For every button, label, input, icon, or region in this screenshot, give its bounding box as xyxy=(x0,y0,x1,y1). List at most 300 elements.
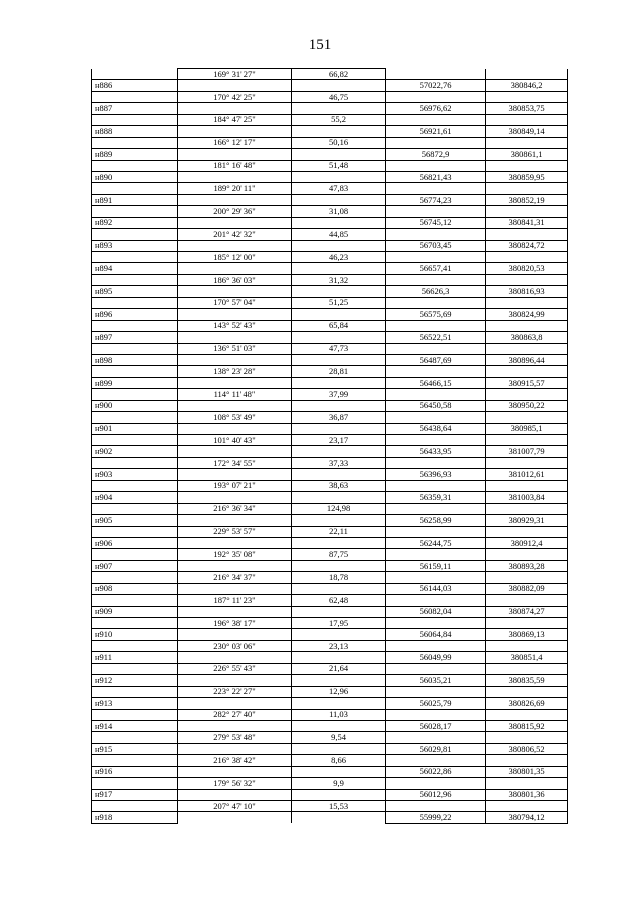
y-coordinate-cell xyxy=(486,206,568,217)
distance-cell: 23,17 xyxy=(292,435,386,446)
y-coordinate-cell xyxy=(486,457,568,468)
x-coordinate-cell: 56159,11 xyxy=(386,560,486,571)
x-coordinate-cell xyxy=(386,389,486,400)
y-coordinate-cell: 380851,4 xyxy=(486,652,568,663)
y-coordinate-cell: 380893,28 xyxy=(486,560,568,571)
y-coordinate-cell xyxy=(486,801,568,812)
segment-row xyxy=(92,778,568,789)
y-coordinate-cell: 380816,93 xyxy=(486,286,568,297)
y-coordinate-cell xyxy=(486,69,568,80)
distance-cell: 50,16 xyxy=(292,137,386,148)
direction-angle-cell xyxy=(178,766,292,777)
y-coordinate-cell xyxy=(486,778,568,789)
distance-cell xyxy=(292,652,386,663)
direction-angle-cell xyxy=(178,583,292,594)
x-coordinate-cell: 56774,23 xyxy=(386,194,486,205)
point-name-cell: н897 xyxy=(92,332,178,343)
y-coordinate-cell xyxy=(486,366,568,377)
segment-row xyxy=(92,91,568,102)
direction-angle-cell xyxy=(178,515,292,526)
direction-angle-cell xyxy=(178,537,292,548)
point-row xyxy=(92,309,568,320)
x-coordinate-cell xyxy=(386,801,486,812)
point-row xyxy=(92,240,568,251)
point-row xyxy=(92,400,568,411)
direction-angle-cell xyxy=(178,606,292,617)
direction-angle-cell xyxy=(178,423,292,434)
x-coordinate-cell xyxy=(386,91,486,102)
y-coordinate-cell xyxy=(486,160,568,171)
y-coordinate-cell xyxy=(486,252,568,263)
x-coordinate-cell: 56626,3 xyxy=(386,286,486,297)
y-coordinate-cell xyxy=(486,549,568,560)
segment-row xyxy=(92,663,568,674)
x-coordinate-cell xyxy=(386,206,486,217)
x-coordinate-cell: 56821,43 xyxy=(386,171,486,182)
segment-row xyxy=(92,69,568,80)
point-name-cell xyxy=(92,114,178,125)
distance-cell xyxy=(292,80,386,91)
x-coordinate-cell: 56029,81 xyxy=(386,743,486,754)
direction-angle-cell: 229° 53' 57" xyxy=(178,526,292,537)
segment-row xyxy=(92,618,568,629)
y-coordinate-cell xyxy=(486,755,568,766)
y-coordinate-cell xyxy=(486,343,568,354)
y-coordinate-cell: 381007,79 xyxy=(486,446,568,457)
distance-cell: 37,99 xyxy=(292,389,386,400)
distance-cell: 47,83 xyxy=(292,183,386,194)
direction-angle-cell: 166° 12' 17" xyxy=(178,137,292,148)
x-coordinate-cell: 56028,17 xyxy=(386,720,486,731)
point-row xyxy=(92,789,568,800)
distance-cell: 37,33 xyxy=(292,457,386,468)
page-number: 151 xyxy=(308,37,332,53)
x-coordinate-cell: 56703,45 xyxy=(386,240,486,251)
point-row xyxy=(92,698,568,709)
point-name-cell: н907 xyxy=(92,560,178,571)
y-coordinate-cell xyxy=(486,595,568,606)
segment-row xyxy=(92,549,568,560)
point-name-cell xyxy=(92,709,178,720)
distance-cell: 11,03 xyxy=(292,709,386,720)
x-coordinate-cell: 56657,41 xyxy=(386,263,486,274)
segment-row xyxy=(92,435,568,446)
direction-angle-cell: 138° 23' 28" xyxy=(178,366,292,377)
point-row xyxy=(92,286,568,297)
x-coordinate-cell xyxy=(386,618,486,629)
x-coordinate-cell: 56522,51 xyxy=(386,332,486,343)
segment-row xyxy=(92,252,568,263)
x-coordinate-cell: 56049,99 xyxy=(386,652,486,663)
distance-cell xyxy=(292,629,386,640)
y-coordinate-cell: 380794,12 xyxy=(486,812,568,823)
direction-angle-cell: 192° 35' 08" xyxy=(178,549,292,560)
direction-angle-cell xyxy=(178,80,292,91)
direction-angle-cell xyxy=(178,149,292,160)
distance-cell: 15,53 xyxy=(292,801,386,812)
direction-angle-cell xyxy=(178,263,292,274)
distance-cell xyxy=(292,171,386,182)
x-coordinate-cell xyxy=(386,69,486,80)
point-name-cell xyxy=(92,663,178,674)
y-coordinate-cell: 380985,1 xyxy=(486,423,568,434)
point-row xyxy=(92,377,568,388)
point-name-cell: н914 xyxy=(92,720,178,731)
x-coordinate-cell xyxy=(386,457,486,468)
distance-cell xyxy=(292,446,386,457)
distance-cell xyxy=(292,332,386,343)
point-name-cell: н887 xyxy=(92,103,178,114)
y-coordinate-cell xyxy=(486,389,568,400)
x-coordinate-cell xyxy=(386,595,486,606)
point-row xyxy=(92,469,568,480)
point-row xyxy=(92,171,568,182)
direction-angle-cell: 114° 11' 48" xyxy=(178,389,292,400)
y-coordinate-cell xyxy=(486,435,568,446)
distance-cell xyxy=(292,560,386,571)
x-coordinate-cell: 56438,64 xyxy=(386,423,486,434)
direction-angle-cell xyxy=(178,332,292,343)
point-name-cell xyxy=(92,549,178,560)
direction-angle-cell xyxy=(178,240,292,251)
point-row xyxy=(92,126,568,137)
y-coordinate-cell: 380915,57 xyxy=(486,377,568,388)
point-name-cell xyxy=(92,480,178,491)
y-coordinate-cell: 380869,13 xyxy=(486,629,568,640)
y-coordinate-cell: 380846,2 xyxy=(486,80,568,91)
x-coordinate-cell: 56745,12 xyxy=(386,217,486,228)
x-coordinate-cell: 56359,31 xyxy=(386,492,486,503)
x-coordinate-cell: 55999,22 xyxy=(386,812,486,823)
y-coordinate-cell xyxy=(486,686,568,697)
y-coordinate-cell xyxy=(486,320,568,331)
point-row xyxy=(92,583,568,594)
point-name-cell xyxy=(92,137,178,148)
y-coordinate-cell: 381003,84 xyxy=(486,492,568,503)
x-coordinate-cell: 56575,69 xyxy=(386,309,486,320)
x-coordinate-cell xyxy=(386,320,486,331)
point-name-cell: н912 xyxy=(92,675,178,686)
distance-cell xyxy=(292,492,386,503)
direction-angle-cell: 187° 11' 23" xyxy=(178,595,292,606)
point-name-cell xyxy=(92,732,178,743)
y-coordinate-cell xyxy=(486,229,568,240)
point-name-cell: н918 xyxy=(92,812,178,823)
point-name-cell: н892 xyxy=(92,217,178,228)
distance-cell xyxy=(292,309,386,320)
point-name-cell: н906 xyxy=(92,537,178,548)
point-name-cell xyxy=(92,640,178,651)
y-coordinate-cell: 380824,72 xyxy=(486,240,568,251)
y-coordinate-cell: 380882,09 xyxy=(486,583,568,594)
direction-angle-cell xyxy=(178,309,292,320)
point-name-cell xyxy=(92,755,178,766)
distance-cell xyxy=(292,720,386,731)
y-coordinate-cell: 380815,92 xyxy=(486,720,568,731)
direction-angle-cell: 170° 57' 04" xyxy=(178,297,292,308)
y-coordinate-cell: 380801,36 xyxy=(486,789,568,800)
distance-cell xyxy=(292,743,386,754)
x-coordinate-cell xyxy=(386,526,486,537)
point-row xyxy=(92,675,568,686)
point-row xyxy=(92,217,568,228)
direction-angle-cell xyxy=(178,698,292,709)
y-coordinate-cell xyxy=(486,412,568,423)
distance-cell: 23,13 xyxy=(292,640,386,651)
direction-angle-cell: 172° 34' 55" xyxy=(178,457,292,468)
point-name-cell: н916 xyxy=(92,766,178,777)
point-row xyxy=(92,423,568,434)
point-row xyxy=(92,194,568,205)
point-name-cell: н895 xyxy=(92,286,178,297)
direction-angle-cell: 201° 42' 32" xyxy=(178,229,292,240)
direction-angle-cell: 207° 47' 10" xyxy=(178,801,292,812)
direction-angle-cell: 279° 53' 48" xyxy=(178,732,292,743)
point-name-cell xyxy=(92,435,178,446)
segment-row xyxy=(92,595,568,606)
segment-row xyxy=(92,366,568,377)
x-coordinate-cell: 56035,21 xyxy=(386,675,486,686)
segment-row xyxy=(92,412,568,423)
distance-cell: 87,75 xyxy=(292,549,386,560)
distance-cell: 9,9 xyxy=(292,778,386,789)
y-coordinate-cell: 380820,53 xyxy=(486,263,568,274)
direction-angle-cell: 101° 40' 43" xyxy=(178,435,292,446)
point-name-cell xyxy=(92,160,178,171)
segment-row xyxy=(92,526,568,537)
point-name-cell xyxy=(92,572,178,583)
y-coordinate-cell xyxy=(486,183,568,194)
distance-cell xyxy=(292,149,386,160)
x-coordinate-cell xyxy=(386,755,486,766)
direction-angle-cell: 282° 27' 40" xyxy=(178,709,292,720)
point-name-cell xyxy=(92,778,178,789)
x-coordinate-cell xyxy=(386,183,486,194)
direction-angle-cell xyxy=(178,194,292,205)
y-coordinate-cell xyxy=(486,618,568,629)
direction-angle-cell: 170° 42' 25" xyxy=(178,91,292,102)
distance-cell: 8,66 xyxy=(292,755,386,766)
y-coordinate-cell xyxy=(486,114,568,125)
point-row xyxy=(92,332,568,343)
y-coordinate-cell xyxy=(486,91,568,102)
distance-cell xyxy=(292,217,386,228)
x-coordinate-cell: 56872,9 xyxy=(386,149,486,160)
direction-angle-cell: 108° 53' 49" xyxy=(178,412,292,423)
y-coordinate-cell: 380806,52 xyxy=(486,743,568,754)
direction-angle-cell xyxy=(178,126,292,137)
point-name-cell xyxy=(92,618,178,629)
direction-angle-cell: 193° 07' 21" xyxy=(178,480,292,491)
direction-angle-cell: 186° 36' 03" xyxy=(178,274,292,285)
x-coordinate-cell: 56921,61 xyxy=(386,126,486,137)
x-coordinate-cell xyxy=(386,137,486,148)
x-coordinate-cell: 56450,58 xyxy=(386,400,486,411)
direction-angle-cell: 184° 47' 25" xyxy=(178,114,292,125)
y-coordinate-cell xyxy=(486,526,568,537)
direction-angle-cell xyxy=(178,629,292,640)
segment-row xyxy=(92,755,568,766)
point-row xyxy=(92,492,568,503)
point-name-cell xyxy=(92,297,178,308)
x-coordinate-cell: 56082,04 xyxy=(386,606,486,617)
y-coordinate-cell: 380841,31 xyxy=(486,217,568,228)
distance-cell: 28,81 xyxy=(292,366,386,377)
x-coordinate-cell xyxy=(386,503,486,514)
distance-cell: 38,63 xyxy=(292,480,386,491)
y-coordinate-cell: 380896,44 xyxy=(486,354,568,365)
point-name-cell xyxy=(92,252,178,263)
point-name-cell xyxy=(92,206,178,217)
point-name-cell: н900 xyxy=(92,400,178,411)
distance-cell xyxy=(292,240,386,251)
direction-angle-cell: 136° 51' 03" xyxy=(178,343,292,354)
point-name-cell: н898 xyxy=(92,354,178,365)
direction-angle-cell: 223° 22' 27" xyxy=(178,686,292,697)
distance-cell: 21,64 xyxy=(292,663,386,674)
point-name-cell xyxy=(92,69,178,80)
point-name-cell: н917 xyxy=(92,789,178,800)
point-row xyxy=(92,446,568,457)
y-coordinate-cell xyxy=(486,480,568,491)
x-coordinate-cell: 56433,95 xyxy=(386,446,486,457)
distance-cell xyxy=(292,103,386,114)
x-coordinate-cell xyxy=(386,572,486,583)
point-name-cell: н889 xyxy=(92,149,178,160)
y-coordinate-cell: 380861,1 xyxy=(486,149,568,160)
point-name-cell xyxy=(92,412,178,423)
distance-cell xyxy=(292,263,386,274)
distance-cell: 36,87 xyxy=(292,412,386,423)
point-name-cell: н888 xyxy=(92,126,178,137)
table-body xyxy=(92,69,568,824)
point-name-cell xyxy=(92,343,178,354)
distance-cell: 65,84 xyxy=(292,320,386,331)
distance-cell: 12,96 xyxy=(292,686,386,697)
point-row xyxy=(92,629,568,640)
segment-row xyxy=(92,274,568,285)
direction-angle-cell xyxy=(178,103,292,114)
point-row xyxy=(92,103,568,114)
distance-cell: 51,48 xyxy=(292,160,386,171)
distance-cell xyxy=(292,789,386,800)
y-coordinate-cell xyxy=(486,709,568,720)
segment-row xyxy=(92,801,568,812)
direction-angle-cell xyxy=(178,812,292,823)
segment-row xyxy=(92,229,568,240)
x-coordinate-cell: 56144,03 xyxy=(386,583,486,594)
x-coordinate-cell xyxy=(386,480,486,491)
direction-angle-cell xyxy=(178,743,292,754)
point-row xyxy=(92,652,568,663)
x-coordinate-cell xyxy=(386,412,486,423)
point-name-cell xyxy=(92,457,178,468)
x-coordinate-cell: 56466,15 xyxy=(386,377,486,388)
distance-cell xyxy=(292,812,386,823)
direction-angle-cell: 196° 38' 17" xyxy=(178,618,292,629)
point-name-cell xyxy=(92,229,178,240)
x-coordinate-cell: 56025,79 xyxy=(386,698,486,709)
y-coordinate-cell xyxy=(486,732,568,743)
point-name-cell: н902 xyxy=(92,446,178,457)
distance-cell xyxy=(292,537,386,548)
segment-row xyxy=(92,732,568,743)
segment-row xyxy=(92,137,568,148)
x-coordinate-cell xyxy=(386,343,486,354)
distance-cell xyxy=(292,766,386,777)
point-row xyxy=(92,766,568,777)
x-coordinate-cell xyxy=(386,114,486,125)
point-name-cell xyxy=(92,389,178,400)
point-name-cell xyxy=(92,686,178,697)
distance-cell: 46,23 xyxy=(292,252,386,263)
direction-angle-cell xyxy=(178,446,292,457)
point-row xyxy=(92,537,568,548)
distance-cell: 62,48 xyxy=(292,595,386,606)
point-name-cell: н903 xyxy=(92,469,178,480)
segment-row xyxy=(92,503,568,514)
point-row xyxy=(92,560,568,571)
x-coordinate-cell xyxy=(386,732,486,743)
direction-angle-cell xyxy=(178,217,292,228)
distance-cell: 124,98 xyxy=(292,503,386,514)
direction-angle-cell: 185° 12' 00" xyxy=(178,252,292,263)
y-coordinate-cell xyxy=(486,297,568,308)
point-row xyxy=(92,354,568,365)
point-row xyxy=(92,812,568,823)
x-coordinate-cell: 56244,75 xyxy=(386,537,486,548)
direction-angle-cell: 226° 55' 43" xyxy=(178,663,292,674)
direction-angle-cell: 181° 16' 48" xyxy=(178,160,292,171)
segment-row xyxy=(92,183,568,194)
direction-angle-cell xyxy=(178,720,292,731)
point-row xyxy=(92,263,568,274)
point-name-cell xyxy=(92,320,178,331)
point-name-cell: н913 xyxy=(92,698,178,709)
distance-cell xyxy=(292,698,386,709)
distance-cell xyxy=(292,423,386,434)
distance-cell: 17,95 xyxy=(292,618,386,629)
x-coordinate-cell xyxy=(386,663,486,674)
y-coordinate-cell: 380835,59 xyxy=(486,675,568,686)
y-coordinate-cell: 380863,8 xyxy=(486,332,568,343)
distance-cell: 31,32 xyxy=(292,274,386,285)
y-coordinate-cell: 380801,35 xyxy=(486,766,568,777)
y-coordinate-cell: 380929,31 xyxy=(486,515,568,526)
point-row xyxy=(92,606,568,617)
distance-cell xyxy=(292,583,386,594)
distance-cell: 22,11 xyxy=(292,526,386,537)
x-coordinate-cell xyxy=(386,160,486,171)
y-coordinate-cell: 381012,61 xyxy=(486,469,568,480)
point-row xyxy=(92,80,568,91)
direction-angle-cell: 179° 56' 32" xyxy=(178,778,292,789)
y-coordinate-cell xyxy=(486,663,568,674)
direction-angle-cell xyxy=(178,171,292,182)
segment-row xyxy=(92,640,568,651)
direction-angle-cell xyxy=(178,400,292,411)
point-row xyxy=(92,720,568,731)
segment-row xyxy=(92,389,568,400)
distance-cell: 18,78 xyxy=(292,572,386,583)
x-coordinate-cell xyxy=(386,229,486,240)
point-row xyxy=(92,515,568,526)
point-name-cell: н896 xyxy=(92,309,178,320)
direction-angle-cell xyxy=(178,286,292,297)
distance-cell: 44,85 xyxy=(292,229,386,240)
point-name-cell: н909 xyxy=(92,606,178,617)
x-coordinate-cell: 56487,69 xyxy=(386,354,486,365)
